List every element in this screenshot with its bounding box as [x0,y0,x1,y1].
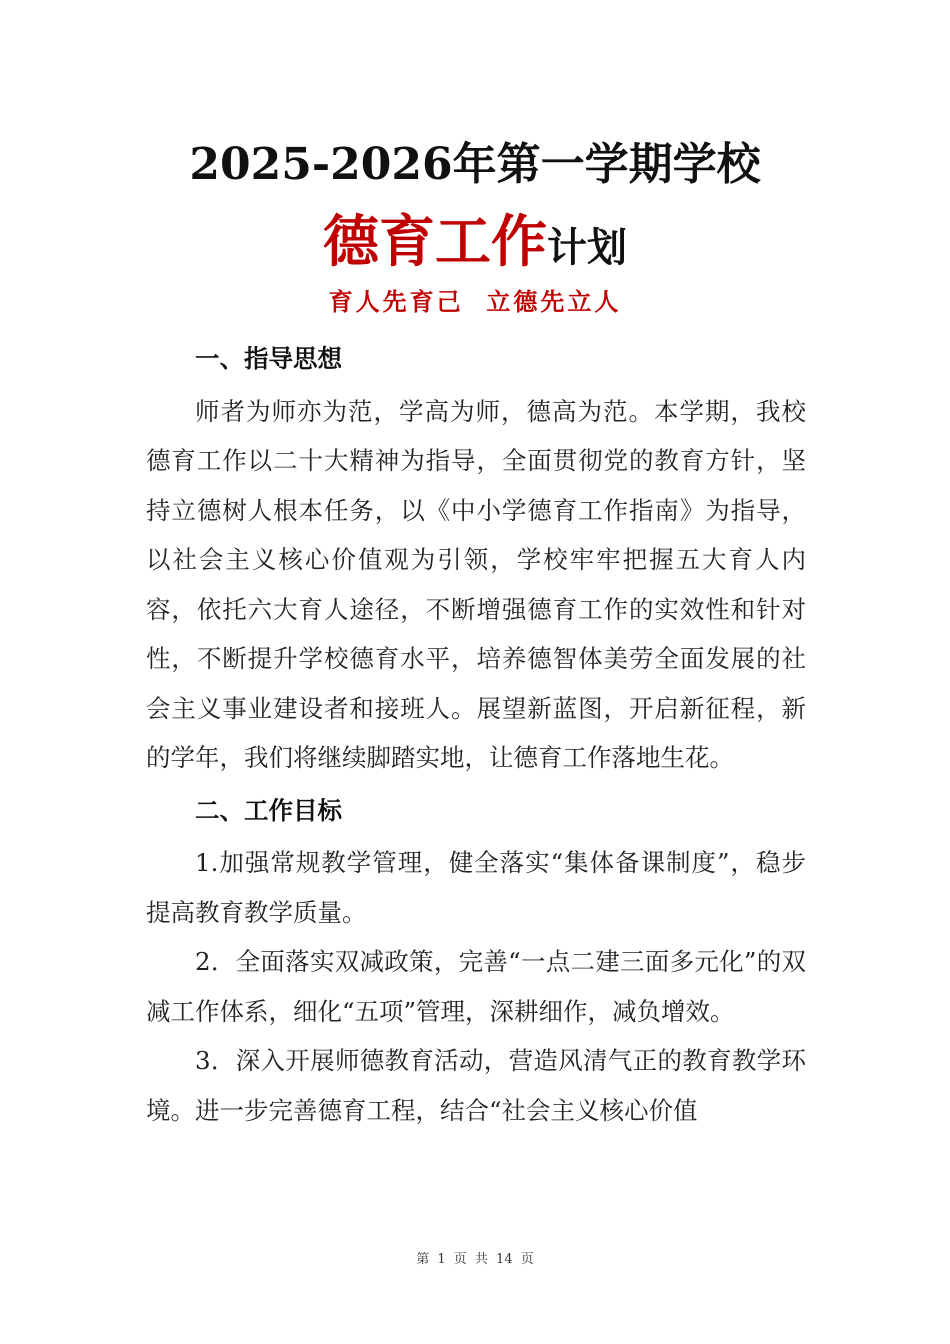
document-title-line1: 2025-2026年第一学期学校 [189,139,761,190]
motto: 育人先育己 立德先立人 [328,287,622,316]
document-body [146,334,806,1135]
document-title-line2 [0,198,950,278]
section-heading: 一、指导思想 [195,344,342,373]
paragraph: 2．全面落实双减政策，完善“一点二建三面多元化”的双减工作体系，细化“五项”管理，深耕细作，减负增效。 [146,947,806,1026]
page-footer: 第 1 页 共 14 页 [416,1252,534,1267]
title-highlight: 德育工作 [323,209,547,275]
paragraph: 1.加强常规教学管理，健全落实“集体备课制度”，稳步提高教育教学质量。 [146,848,806,927]
title-rest: 计划 [547,224,627,271]
paragraph: 3．深入开展师德教育活动，营造风清气正的教育教学环境。进一步完善德育工程，结合“社会主义核心价值 [146,1046,806,1125]
section-heading: 二、工作目标 [195,795,342,825]
paragraph: 师者为师亦为范，学高为师，德高为范。本学期，我校德育工作以二十大精神为指导，全面贯彻党的教育方针，坚持立德树人根本任务，以《中小学德育工作指南》为指导，以社会主义核心价值观为引领，学校牢牢把握五大育人内容，依托六大育人途径，不断增强德育工作的实效性和针对性，不断提升学校德育水平，培养德智体美劳全面发展的社会主义事业建设者和接班人。展望新蓝图，开启新征程，新的学年，我们将继续脚踏实地，让德育工作落地生花。 [146,396,806,772]
